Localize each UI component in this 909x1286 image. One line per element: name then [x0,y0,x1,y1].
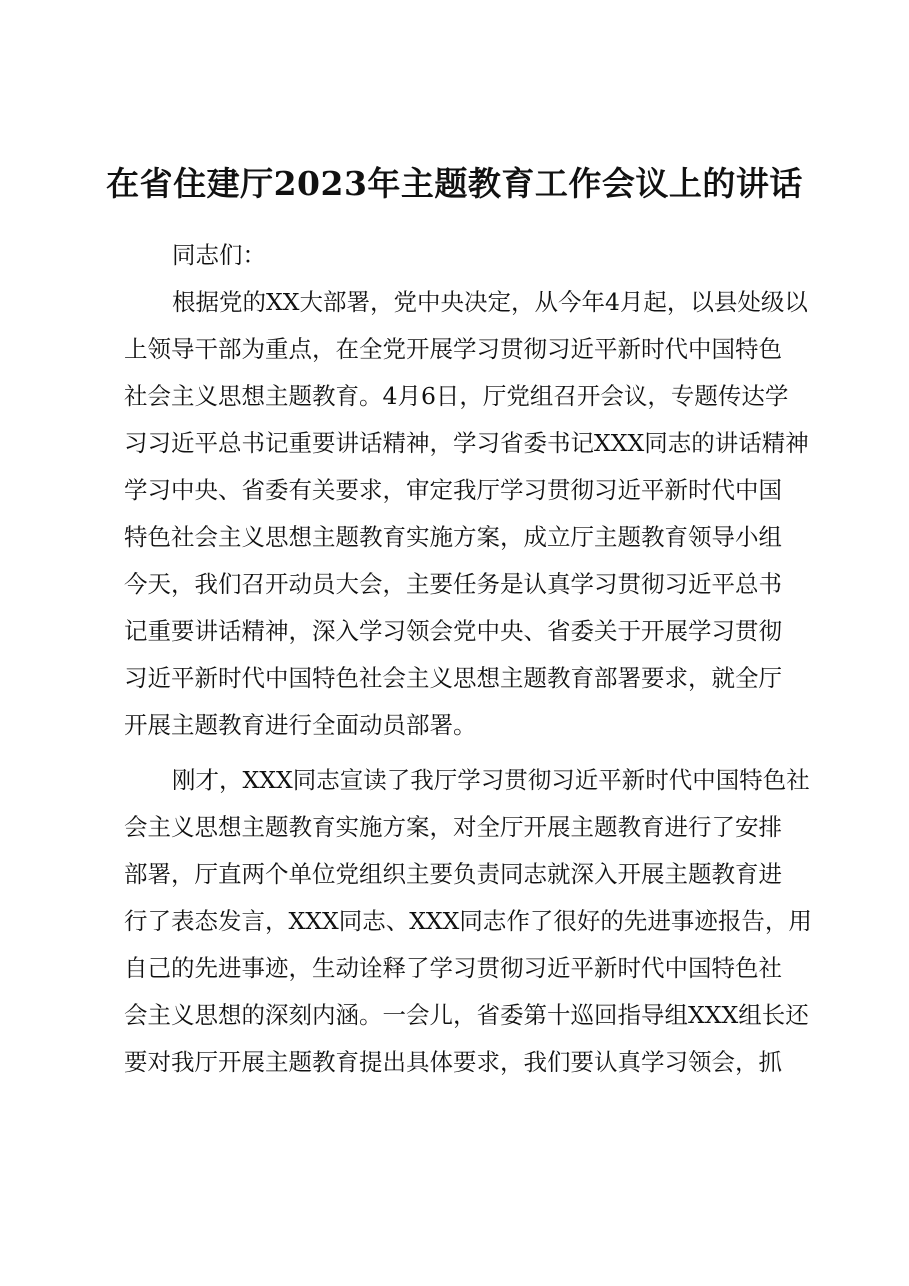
paragraph-1 [124,279,824,749]
paragraph-line: 上领导干部为重点，在全党开展学习贯彻习近平新时代中国特色 [124,335,782,363]
paragraph-line: 特色社会主义思想主题教育实施方案，成立厅主题教育领导小组 [124,523,782,551]
paragraph-line: 自己的先进事迹，生动诠释了学习贯彻习近平新时代中国特色社 [124,954,782,982]
paragraph-line: 习习近平总书记重要讲话精神，学习省委书记XXX同志的讲话精神 [124,429,809,457]
paragraph-line: 学习中央、省委有关要求，审定我厅学习贯彻习近平新时代中国 [124,476,782,504]
paragraph-spacer [124,749,824,757]
paragraph-line: 刚才，XXX同志宣读了我厅学习贯彻习近平新时代中国特色社 [172,766,810,794]
paragraph-line: 习近平新时代中国特色社会主义思想主题教育部署要求，就全厅 [124,664,782,692]
paragraph-line: 记重要讲话精神，深入学习领会党中央、省委关于开展学习贯彻 [124,617,782,645]
paragraph-line: 要对我厅开展主题教育提出具体要求，我们要认真学习领会，抓 [124,1048,782,1076]
document-title: 在省住建厅2023年主题教育工作会议上的讲话 [106,164,803,203]
paragraph-line: 部署，厅直两个单位党组织主要负责同志就深入开展主题教育进 [124,860,782,888]
paragraph-2 [124,757,824,1086]
paragraph-line: 社会主义思想主题教育。4月6日，厅党组召开会议，专题传达学 [124,382,789,410]
paragraph-line: 开展主题教育进行全面动员部署。 [124,711,477,739]
paragraph-line: 根据党的XX大部署，党中央决定，从今年4月起，以县处级以 [172,288,808,316]
paragraph-line: 会主义思想主题教育实施方案，对全厅开展主题教育进行了安排 [124,813,782,841]
paragraph-line: 会主义思想的深刻内涵。一会儿，省委第十巡回指导组XXX组长还 [124,1001,809,1029]
document-body [124,232,824,1086]
paragraph-line: 行了表态发言，XXX同志、XXX同志作了很好的先进事迹报告，用 [124,907,812,935]
greeting: 同志们： [172,241,266,269]
paragraph-line: 今天，我们召开动员大会，主要任务是认真学习贯彻习近平总书 [124,570,782,598]
